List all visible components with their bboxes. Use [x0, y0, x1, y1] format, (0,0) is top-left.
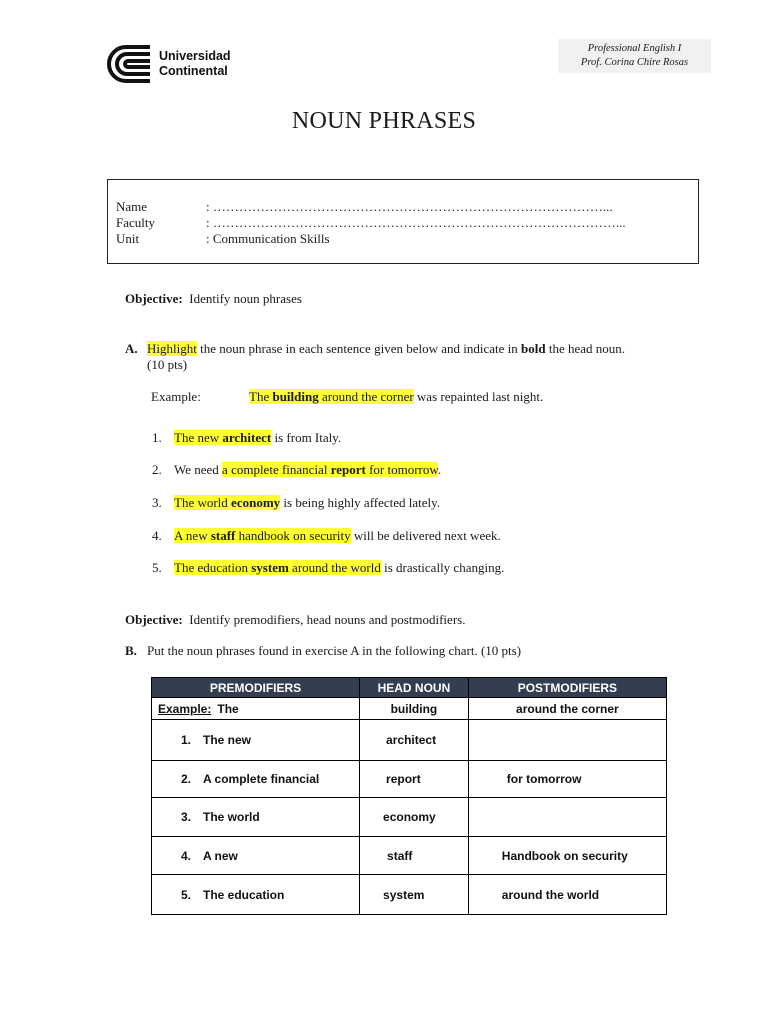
- premodifier-cell: [152, 720, 360, 761]
- premodifier-cell: [152, 837, 360, 875]
- page-title: NOUN PHRASES: [291, 108, 477, 134]
- head-noun: staff: [210, 528, 236, 543]
- head-noun-cell[interactable]: staff: [360, 837, 469, 875]
- table-row: [152, 837, 667, 875]
- row-number: 1.: [181, 733, 192, 747]
- noun-phrase-highlight: [174, 528, 351, 543]
- table-row: [152, 761, 667, 798]
- premodifier-text: a complete financial: [222, 462, 331, 477]
- head-noun-cell[interactable]: architect: [360, 720, 469, 761]
- noun-phrase-highlight: [174, 430, 271, 445]
- postmodifier-cell[interactable]: [468, 798, 666, 837]
- section-b-letter: B.: [125, 643, 137, 658]
- head-noun: system: [251, 560, 289, 575]
- objective-1: [125, 291, 302, 307]
- row-number: 5.: [181, 887, 192, 902]
- logo-text-line2: Continental: [159, 64, 228, 78]
- head-noun: economy: [231, 495, 281, 510]
- sentence-item-3: [152, 495, 440, 511]
- postmodifier-text: handbook on security: [235, 528, 351, 543]
- premodifier-text: A new: [203, 848, 238, 863]
- professor-name: Prof. Corina Chire Rosas: [580, 57, 689, 68]
- course-name: Professional English I: [587, 43, 682, 54]
- noun-phrase-highlight: [249, 389, 414, 404]
- course-info-box: [558, 39, 711, 73]
- objective-label: Objective:: [125, 291, 183, 306]
- sentence-item-4: [152, 528, 501, 544]
- instr-end: the head noun.: [545, 341, 626, 356]
- table-row: [152, 875, 667, 915]
- info-label: Unit: [116, 231, 140, 246]
- objective-2: [125, 612, 465, 628]
- premodifier-cell: [152, 698, 360, 720]
- noun-phrase-highlight: [174, 560, 381, 575]
- example-label: Example:: [151, 389, 201, 404]
- sentence-after: is from Italy.: [271, 430, 342, 445]
- table-header-row: [152, 678, 667, 698]
- instr-mid: the noun phrase in each sentence given below and indicate in: [196, 341, 522, 356]
- premodifier-text: The education: [203, 887, 285, 902]
- premodifier-text: The new: [174, 430, 223, 445]
- info-label: Faculty: [116, 215, 155, 230]
- unit-value: : Communication Skills: [206, 231, 330, 246]
- premodifier-text: The world: [174, 495, 232, 510]
- head-noun: architect: [222, 430, 272, 445]
- item-number: 2.: [152, 462, 162, 477]
- table-example-row: [152, 698, 667, 720]
- objective-text: Identify noun phrases: [189, 291, 302, 306]
- item-number: 3.: [152, 495, 162, 510]
- info-row-faculty: [116, 215, 626, 231]
- premodifier-cell: [152, 798, 360, 837]
- objective-label: Objective:: [125, 612, 183, 627]
- sentence-rest: was repainted last night.: [413, 389, 544, 404]
- premodifier-text: The education: [174, 560, 252, 575]
- sentence-after: is drastically changing.: [380, 560, 505, 575]
- col-header-head-noun: HEAD NOUN: [360, 678, 469, 698]
- sentence-item-1: [152, 430, 341, 446]
- head-noun: report: [330, 462, 366, 477]
- section-a-points: (10 pts): [147, 357, 188, 372]
- section-a-letter: A.: [125, 341, 138, 356]
- item-number: 5.: [152, 560, 162, 575]
- head-noun: building: [272, 389, 319, 404]
- sentence-after: is being highly affected lately.: [280, 495, 441, 510]
- head-noun-cell: building: [360, 698, 469, 720]
- postmodifier-cell[interactable]: Handbook on security: [468, 837, 666, 875]
- sentence-after: will be delivered next week.: [350, 528, 501, 543]
- info-row-name: [116, 199, 613, 215]
- head-noun-cell[interactable]: system: [360, 875, 469, 915]
- student-info-box: [107, 179, 699, 264]
- instr-highlight-word: Highlight: [147, 341, 197, 356]
- name-field[interactable]: : ………………………………………………………………………………...: [206, 199, 613, 214]
- premodifier-text: The: [217, 701, 239, 716]
- premodifier-text: The new: [203, 733, 252, 747]
- head-noun-cell[interactable]: report: [360, 761, 469, 798]
- postmodifier-text: for tomorrow: [365, 462, 438, 477]
- example-sentence: [249, 389, 543, 405]
- col-header-postmodifiers: POSTMODIFIERS: [468, 678, 666, 698]
- postmodifier-cell[interactable]: around the world: [468, 875, 666, 915]
- postmodifier-cell: around the corner: [468, 698, 666, 720]
- head-noun-cell[interactable]: economy: [360, 798, 469, 837]
- info-label: Name: [116, 199, 148, 214]
- university-logo: [106, 44, 246, 84]
- table-row: [152, 720, 667, 761]
- premodifier-cell: [152, 875, 360, 915]
- faculty-field[interactable]: : …………………………………………………………………………………...: [206, 215, 626, 230]
- item-number: 1.: [152, 430, 162, 445]
- postmodifier-cell[interactable]: [468, 720, 666, 761]
- postmodifier-cell[interactable]: for tomorrow: [468, 761, 666, 798]
- logo-mark-icon: [106, 44, 152, 84]
- logo-text-line1: Universidad: [159, 49, 231, 63]
- noun-phrase-highlight: [174, 495, 280, 510]
- premodifier-text: The: [249, 389, 273, 404]
- premodifier-cell: [152, 761, 360, 798]
- table-row: [152, 798, 667, 837]
- objective-text: Identify premodifiers, head nouns and postmodifiers.: [189, 612, 466, 627]
- noun-phrase-highlight: [222, 462, 438, 477]
- item-number: 4.: [152, 528, 162, 543]
- section-b-instructions: Put the noun phrases found in exercise A in the following chart. (10 pts): [147, 643, 522, 658]
- row-number: 3.: [181, 810, 192, 824]
- premodifier-text: A new: [174, 528, 211, 543]
- sentence-item-2: [152, 462, 441, 478]
- row-number: 4.: [181, 848, 192, 863]
- section-a-instructions: [147, 341, 625, 357]
- col-header-premodifiers: PREMODIFIERS: [152, 678, 360, 698]
- row-number: 2.: [181, 772, 192, 786]
- example-label: Example:: [158, 701, 212, 716]
- instr-bold-word: bold: [521, 341, 546, 356]
- postmodifier-text: around the world: [288, 560, 381, 575]
- sentence-before: We need: [174, 462, 223, 477]
- sentence-item-5: [152, 560, 504, 576]
- postmodifier-text: around the corner: [318, 389, 414, 404]
- noun-phrase-chart: [151, 677, 667, 915]
- sentence-after: .: [437, 462, 442, 477]
- premodifier-text: A complete financial: [203, 772, 320, 786]
- premodifier-text: The world: [203, 810, 260, 824]
- info-row-unit: [116, 231, 330, 247]
